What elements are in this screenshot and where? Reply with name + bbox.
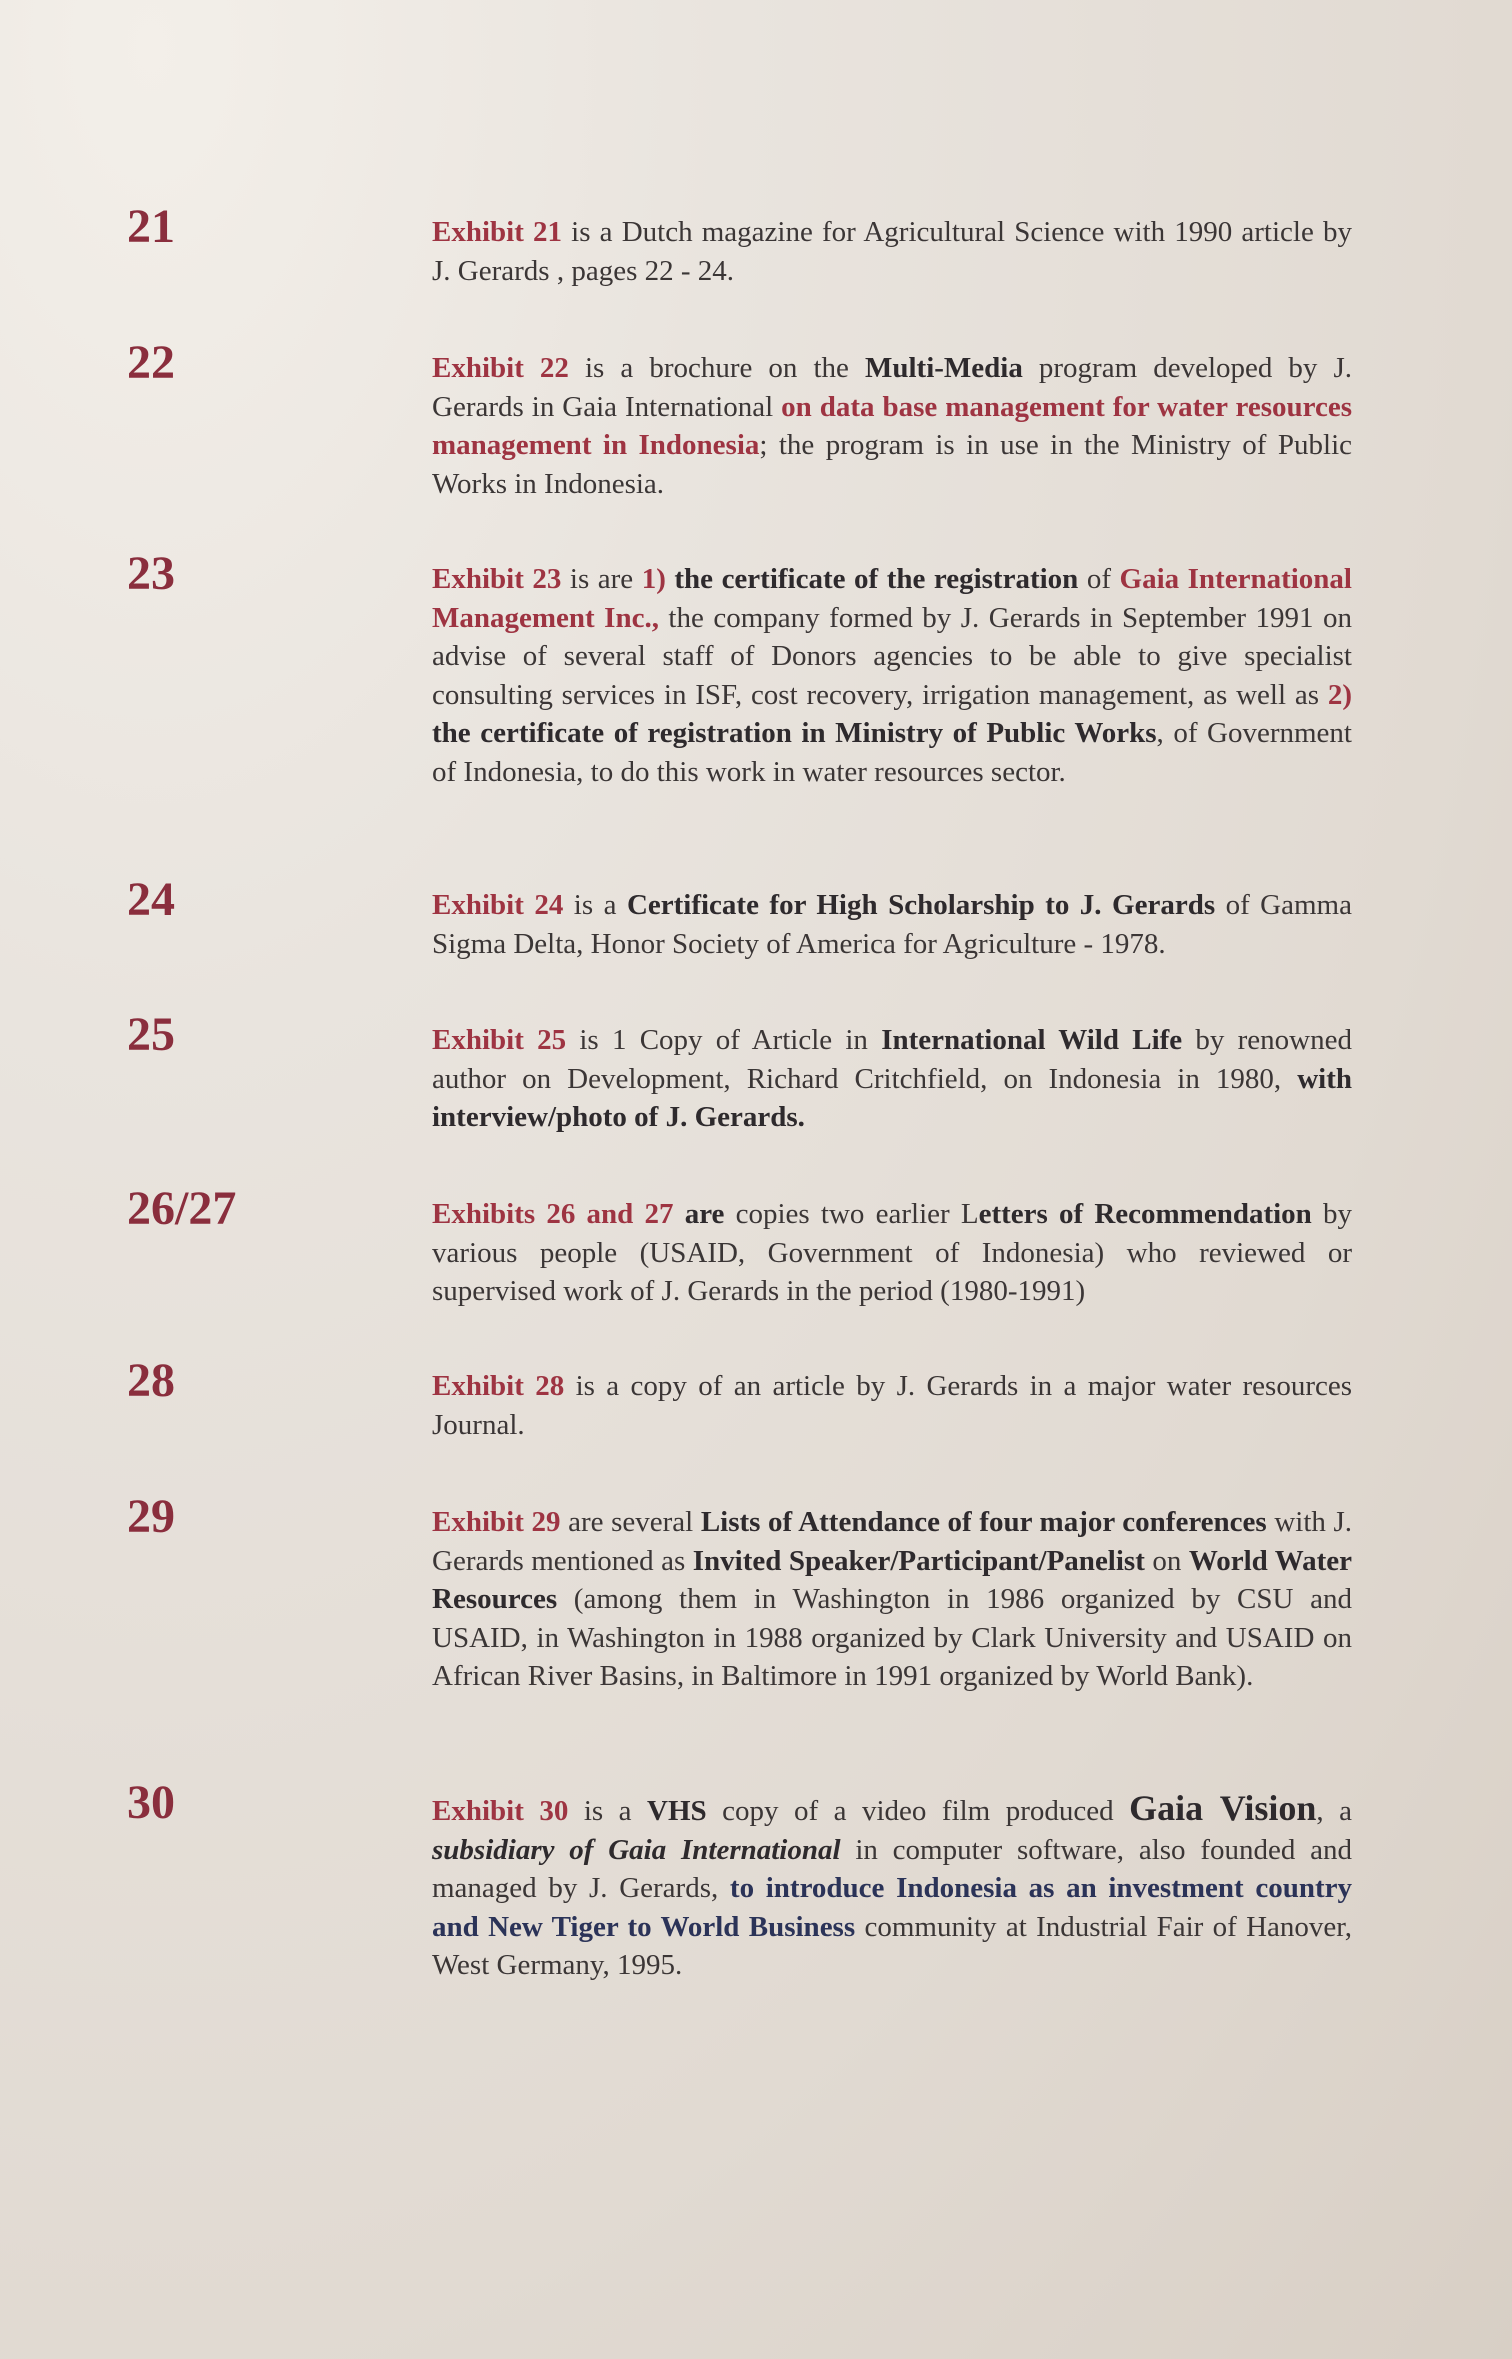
description-segment: World Water Resources: [432, 1544, 1353, 1615]
description-segment: on data base management for water resources management in Indonesia: [432, 390, 1352, 461]
description-segment: Invited Speaker/Participant/Panelist: [692, 1544, 1145, 1577]
description-segment: 1): [641, 563, 666, 595]
description-segment: Exhibit 25: [432, 1024, 567, 1056]
description-segment: by various people (USAID, Government of Indonesia) who reviewed or supervised work of J. Gerards in the period (1980-1991): [432, 1198, 1353, 1307]
exhibit-description: [432, 1789, 1352, 1985]
description-segment: , a: [1316, 1795, 1353, 1827]
description-segment: Certificate for High Scholarship to J. Gerards: [626, 889, 1216, 921]
description-segment: (among them in Washington in 1986 organized by CSU and USAID, in Washington in 1988 organized by Clark University and USAID on African River Basins, in Baltimore in 1991 organized by World Bank).: [432, 1583, 1352, 1692]
description-segment: Exhibit 29: [432, 1506, 561, 1538]
description-segment: Gaia International Management Inc.,: [432, 563, 1352, 634]
description-segment: is a: [568, 1795, 648, 1827]
exhibit-number: 29: [127, 1490, 175, 1543]
description-segment: International Wild Life: [881, 1024, 1183, 1056]
description-segment: is are: [561, 563, 642, 595]
description-segment: program developed by J. Gerards in Gaia International: [432, 352, 1353, 423]
exhibit-number: 23: [127, 547, 175, 600]
exhibit-description: [432, 349, 1352, 503]
description-segment: by renowned author on Development, Richard Critchfield, on Indonesia in 1980,: [432, 1024, 1352, 1095]
description-segment: Exhibits 26 and 27: [432, 1198, 674, 1230]
description-segment: Exhibit 28: [432, 1370, 565, 1402]
description-segment: 2): [1327, 678, 1352, 711]
exhibit-number: 21: [127, 200, 175, 253]
description-segment: is 1 Copy of Article in: [566, 1024, 882, 1056]
description-segment: the certificate of registration in Ministry of Public Works: [432, 717, 1157, 749]
description-segment: of Gamma Sigma Delta, Honor Society of America for Agriculture - 1978.: [432, 889, 1352, 960]
description-segment: Exhibit 21: [432, 216, 563, 248]
description-segment: Multi-Media: [864, 352, 1023, 384]
description-segment: is a: [563, 889, 627, 921]
description-segment: VHS: [647, 1795, 707, 1827]
description-segment: with J. Gerards mentioned as: [432, 1506, 1353, 1577]
exhibit-description: [432, 213, 1352, 290]
exhibit-number: 26/27: [127, 1182, 237, 1235]
description-segment: in computer software, also founded and managed by J. Gerards,: [432, 1833, 1352, 1904]
description-segment: with interview/photo of J. Gerards.: [432, 1062, 1352, 1133]
description-segment: are several: [560, 1506, 701, 1538]
description-segment: Exhibit 22: [432, 352, 569, 384]
exhibit-number: 28: [127, 1354, 175, 1407]
description-segment: the certificate of the registration: [674, 563, 1079, 595]
exhibit-number: 24: [127, 873, 175, 926]
description-segment: subsidiary of Gaia International: [432, 1833, 841, 1866]
description-segment: to introduce Indonesia as an investment country and New Tiger to World Business: [432, 1872, 1352, 1943]
description-segment: is a brochure on the: [568, 352, 865, 384]
description-segment: Lists of Attendance of four major conferences: [700, 1506, 1267, 1538]
description-segment: L: [960, 1198, 979, 1230]
description-segment: etters of Recommendation: [978, 1198, 1312, 1230]
description-segment: , of Government of Indonesia, to do this work in water resources sector.: [432, 717, 1352, 788]
description-segment: Exhibit 30: [432, 1795, 569, 1827]
description-segment: ; the program is in use in the Ministry of Public Works in Indonesia.: [432, 429, 1353, 500]
exhibit-number: 25: [127, 1008, 175, 1061]
description-segment: is a Dutch magazine for Agricultural Science with 1990 article by J. Gerards , pages 22 - 24.: [432, 216, 1352, 287]
description-segment: Exhibit 24: [432, 889, 564, 921]
description-segment: on: [1144, 1544, 1189, 1577]
description-segment: Gaia Vision: [1129, 1788, 1317, 1828]
exhibit-description: [432, 1503, 1352, 1696]
description-segment: copy of a video film produced: [706, 1795, 1130, 1827]
exhibit-description: [432, 1021, 1352, 1137]
description-segment: of: [1078, 563, 1120, 595]
exhibit-number: 30: [127, 1776, 175, 1829]
description-segment: Exhibit 23: [432, 563, 562, 595]
exhibit-description: [432, 1195, 1352, 1311]
description-segment: are: [684, 1198, 725, 1230]
description-segment: the company formed by J. Gerards in September 1991 on advise of several staff of Donors agencies to be able to give specialist consulting services in ISF, cost recovery, irrigation management, as well as: [432, 601, 1352, 711]
exhibit-description: [432, 886, 1352, 963]
description-segment: is a copy of an article by J. Gerards in a major water resources Journal.: [432, 1370, 1353, 1441]
description-segment: [674, 1198, 685, 1230]
description-segment: copies two earlier: [724, 1198, 961, 1230]
exhibit-description: [432, 1367, 1352, 1444]
description-segment: community at Industrial Fair of Hanover, West Germany, 1995.: [432, 1910, 1352, 1981]
exhibit-description: [432, 560, 1352, 791]
exhibit-number: 22: [127, 336, 175, 389]
